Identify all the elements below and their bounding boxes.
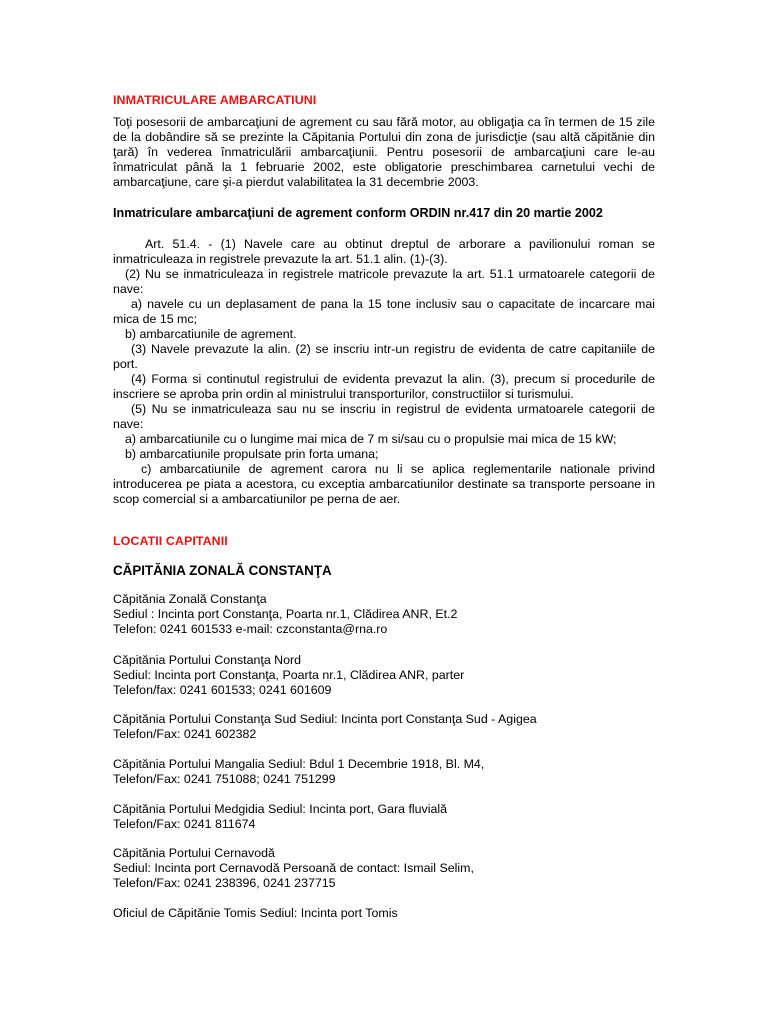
location-address: Sediul: Incinta port Constanţa, Poarta nr.1, Clădirea ANR, parter bbox=[113, 668, 465, 682]
location-block bbox=[113, 653, 655, 698]
article-line: introducerea pe piata a acestora, cu exceptia ambarcatiunilor destinate sa transporte persoane in bbox=[113, 477, 655, 491]
location-address: Sediul: Incinta port Cernavodă Persoană de contact: Ismail Selim, bbox=[113, 861, 474, 875]
intro-line: ţară) în vederea înmatriculării ambarcaţiunii. Pentru posesorii de ambarcaţiuni care le-au bbox=[113, 145, 655, 159]
article-line: nave: bbox=[113, 417, 144, 431]
article-line: mica de 15 mc; bbox=[113, 312, 198, 326]
section-title-inmatriculare: INMATRICULARE AMBARCATIUNI bbox=[113, 93, 317, 107]
location-name: Căpitănia Portului Cernavodă bbox=[113, 846, 275, 860]
location-contact: Telefon/Fax: 0241 238396, 0241 237715 bbox=[113, 876, 336, 890]
section-title-locatii: LOCATII CAPITANII bbox=[113, 534, 228, 548]
intro-line: de la dobândire să se prezinte la Căpitania Portului din zona de jurisdicţie (sau altă căpitănie din bbox=[113, 130, 655, 144]
capitania-zonala-heading: CĂPITĂNIA ZONALĂ CONSTANŢA bbox=[113, 563, 332, 578]
location-block bbox=[113, 757, 655, 787]
article-line: (5) Nu se inmatriculeaza sau nu se inscriu in registrul de evidenta urmatoarele categorii de bbox=[131, 402, 655, 416]
article-line: inscriere se aproba prin ordin al ministrului transporturilor, constructiilor si turismului. bbox=[113, 387, 574, 401]
article-line: port. bbox=[113, 357, 138, 371]
intro-paragraph bbox=[113, 115, 655, 190]
article-line: a) navele cu un deplasament de pana la 15 tone inclusiv sau o capacitate de incarcare mai bbox=[131, 297, 655, 311]
article-line: Art. 51.4. - (1) Navele care au obtinut dreptul de arborare a pavilionului roman se bbox=[145, 237, 655, 251]
article-line: (4) Forma si continutul registrului de evidenta prevazut la alin. (3), precum si procedurile de bbox=[131, 372, 655, 386]
location-contact: Telefon/fax: 0241 601533; 0241 601609 bbox=[113, 683, 332, 697]
article-text bbox=[113, 237, 655, 507]
article-line: (2) Nu se inmatriculeaza in registrele matricole prevazute la art. 51.1 urmatoarele categorii de bbox=[125, 267, 655, 281]
location-name: Căpitănia Zonală Constanţa bbox=[113, 592, 267, 606]
location-block bbox=[113, 712, 655, 742]
location-name: Căpitănia Portului Mangalia Sediul: Bdul 1 Decembrie 1918, Bl. M4, bbox=[113, 757, 485, 771]
location-block bbox=[113, 846, 655, 891]
location-name: Căpitănia Portului Medgidia Sediul: Incinta port, Gara fluvială bbox=[113, 802, 448, 816]
article-line: b) ambarcatiunile de agrement. bbox=[125, 327, 297, 341]
location-name: Căpitănia Portului Constanţa Sud Sediul: Incinta port Constanţa Sud - Agigea bbox=[113, 712, 537, 726]
location-contact: Telefon/Fax: 0241 602382 bbox=[113, 727, 257, 741]
article-line: b) ambarcatiunile propulsate prin forta umana; bbox=[125, 447, 379, 461]
location-contact: Telefon/Fax: 0241 751088; 0241 751299 bbox=[113, 772, 336, 786]
location-block bbox=[113, 592, 655, 637]
ordin-subtitle: Inmatriculare ambarcaţiuni de agrement conform ORDIN nr.417 din 20 martie 2002 bbox=[113, 206, 603, 220]
location-block bbox=[113, 906, 655, 921]
article-line: nave: bbox=[113, 282, 144, 296]
article-line: (3) Navele prevazute la alin. (2) se inscriu intr-un registru de evidenta de catre capitaniile de bbox=[131, 342, 655, 356]
article-line: inmatriculeaza in registrele prevazute la art. 51.1 alin. (1)-(3). bbox=[113, 252, 448, 266]
location-name: Căpitănia Portului Constanţa Nord bbox=[113, 653, 302, 667]
article-line: c) ambarcatiunile de agrement carora nu li se aplica reglementarile nationale privind bbox=[141, 462, 655, 476]
location-address: Sediul : Incinta port Constanţa, Poarta nr.1, Clădirea ANR, Et.2 bbox=[113, 607, 458, 621]
article-line: scop comercial si a ambarcatiunilor pe perna de aer. bbox=[113, 492, 401, 506]
intro-line: înmatriculat până la 1 februarie 2002, este obligatorie preschimbarea carnetului vechi de bbox=[113, 160, 655, 174]
intro-line: ambarcaţiune, care şi-a pierdut valabilitatea la 31 decembrie 2003. bbox=[113, 175, 479, 189]
intro-line: Toţi posesorii de ambarcaţiuni de agrement cu sau fără motor, au obligaţia ca în termen de 15 zile bbox=[113, 115, 655, 129]
location-name: Oficiul de Căpitănie Tomis Sediul: Incinta port Tomis bbox=[113, 906, 398, 920]
article-line: a) ambarcatiunile cu o lungime mai mica de 7 m si/sau cu o propulsie mai mica de 15 kW; bbox=[125, 432, 617, 446]
location-contact: Telefon: 0241 601533 e-mail: czconstanta@rna.ro bbox=[113, 622, 388, 636]
location-contact: Telefon/Fax: 0241 811674 bbox=[113, 817, 256, 831]
location-block bbox=[113, 802, 655, 832]
